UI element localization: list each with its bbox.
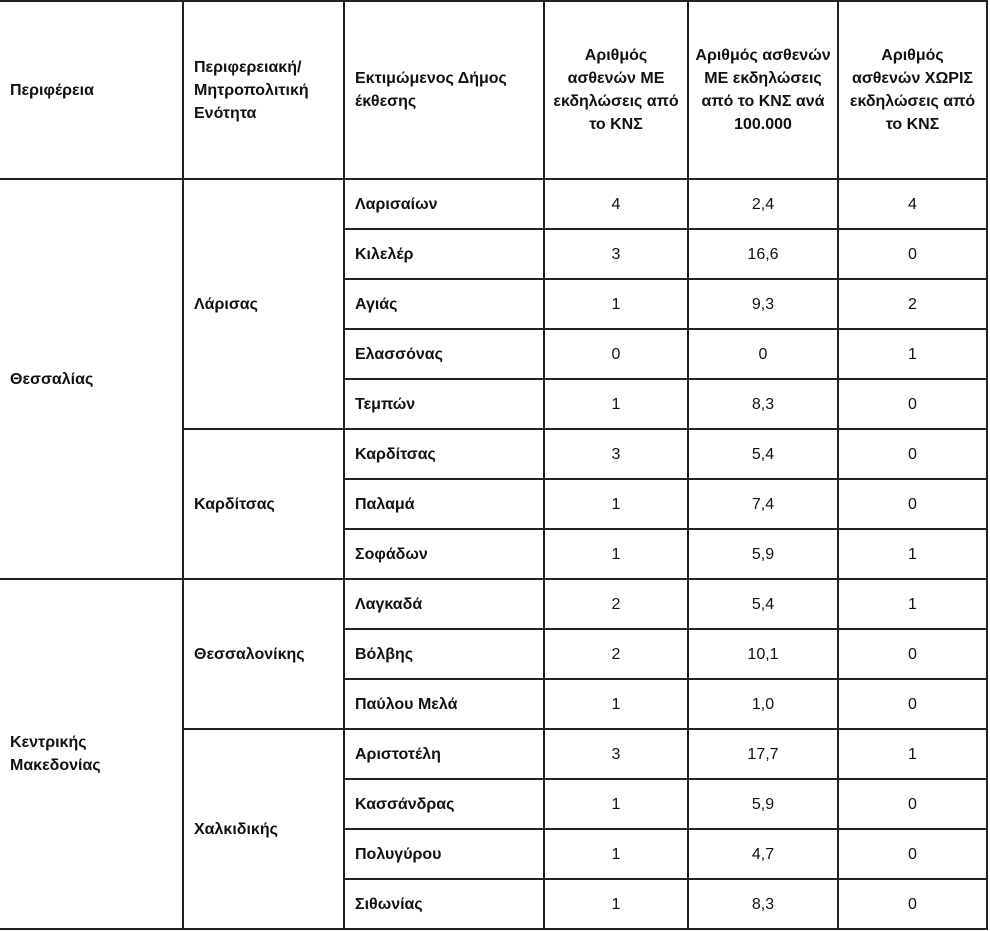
municipality-cell: Παύλου Μελά: [344, 679, 544, 729]
header-region: Περιφέρεια: [0, 1, 183, 179]
municipality-cell: Βόλβης: [344, 629, 544, 679]
municipality-cell: Αγιάς: [344, 279, 544, 329]
table-row: [0, 579, 987, 629]
without-cns-cell: 0: [838, 229, 987, 279]
with-cns-cell: 1: [544, 829, 688, 879]
per-100k-cell: 7,4: [688, 479, 838, 529]
per-100k-cell: 16,6: [688, 229, 838, 279]
with-cns-cell: 3: [544, 429, 688, 479]
with-cns-cell: 3: [544, 729, 688, 779]
without-cns-cell: 0: [838, 479, 987, 529]
region-cell: Κεντρικής Μακεδονίας: [0, 579, 183, 929]
without-cns-cell: 0: [838, 379, 987, 429]
per-100k-cell: 8,3: [688, 879, 838, 929]
per-100k-cell: 5,9: [688, 529, 838, 579]
per-100k-cell: 8,3: [688, 379, 838, 429]
without-cns-cell: 0: [838, 779, 987, 829]
per-100k-cell: 9,3: [688, 279, 838, 329]
without-cns-cell: 1: [838, 579, 987, 629]
municipality-cell: Λαρισαίων: [344, 179, 544, 229]
without-cns-cell: 2: [838, 279, 987, 329]
with-cns-cell: 1: [544, 779, 688, 829]
header-row: [0, 1, 987, 179]
with-cns-cell: 1: [544, 379, 688, 429]
per-100k-cell: 1,0: [688, 679, 838, 729]
with-cns-cell: 3: [544, 229, 688, 279]
header-per-100k: Αριθμός ασθενών ΜΕ εκδηλώσεις από το ΚΝΣ ανά 100.000: [688, 1, 838, 179]
municipality-cell: Πολυγύρου: [344, 829, 544, 879]
unit-cell: Λάρισας: [183, 179, 344, 429]
per-100k-cell: 5,9: [688, 779, 838, 829]
municipality-cell: Ελασσόνας: [344, 329, 544, 379]
with-cns-cell: 1: [544, 529, 688, 579]
with-cns-cell: 2: [544, 629, 688, 679]
without-cns-cell: 1: [838, 329, 987, 379]
municipality-cell: Καρδίτσας: [344, 429, 544, 479]
per-100k-cell: 5,4: [688, 429, 838, 479]
with-cns-cell: 1: [544, 879, 688, 929]
without-cns-cell: 0: [838, 679, 987, 729]
municipality-cell: Κιλελέρ: [344, 229, 544, 279]
municipality-cell: Σοφάδων: [344, 529, 544, 579]
with-cns-cell: 4: [544, 179, 688, 229]
municipality-cell: Λαγκαδά: [344, 579, 544, 629]
without-cns-cell: 1: [838, 729, 987, 779]
unit-cell: Θεσσαλονίκης: [183, 579, 344, 729]
without-cns-cell: 4: [838, 179, 987, 229]
per-100k-cell: 10,1: [688, 629, 838, 679]
without-cns-cell: 0: [838, 879, 987, 929]
header-with-cns: Αριθμός ασθενών ΜΕ εκδηλώσεις από το ΚΝΣ: [544, 1, 688, 179]
header-unit: Περιφερειακή/ Μητροπολιτική Ενότητα: [183, 1, 344, 179]
with-cns-cell: 0: [544, 329, 688, 379]
without-cns-cell: 0: [838, 429, 987, 479]
with-cns-cell: 1: [544, 279, 688, 329]
without-cns-cell: 1: [838, 529, 987, 579]
without-cns-cell: 0: [838, 629, 987, 679]
without-cns-cell: 0: [838, 829, 987, 879]
unit-cell: Καρδίτσας: [183, 429, 344, 579]
per-100k-cell: 0: [688, 329, 838, 379]
municipality-cell: Σιθωνίας: [344, 879, 544, 929]
per-100k-cell: 17,7: [688, 729, 838, 779]
with-cns-cell: 1: [544, 679, 688, 729]
header-municipality: Εκτιμώμενος Δήμος έκθεσης: [344, 1, 544, 179]
per-100k-cell: 5,4: [688, 579, 838, 629]
municipality-cell: Αριστοτέλη: [344, 729, 544, 779]
per-100k-cell: 4,7: [688, 829, 838, 879]
with-cns-cell: 1: [544, 479, 688, 529]
municipality-cell: Παλαμά: [344, 479, 544, 529]
municipality-cell: Τεμπών: [344, 379, 544, 429]
municipality-cell: Κασσάνδρας: [344, 779, 544, 829]
with-cns-cell: 2: [544, 579, 688, 629]
header-without-cns: Αριθμός ασθενών ΧΩΡΙΣ εκδηλώσεις από το ΚΝΣ: [838, 1, 987, 179]
table-row: [0, 179, 987, 229]
region-cell: Θεσσαλίας: [0, 179, 183, 579]
unit-cell: Χαλκιδικής: [183, 729, 344, 929]
per-100k-cell: 2,4: [688, 179, 838, 229]
